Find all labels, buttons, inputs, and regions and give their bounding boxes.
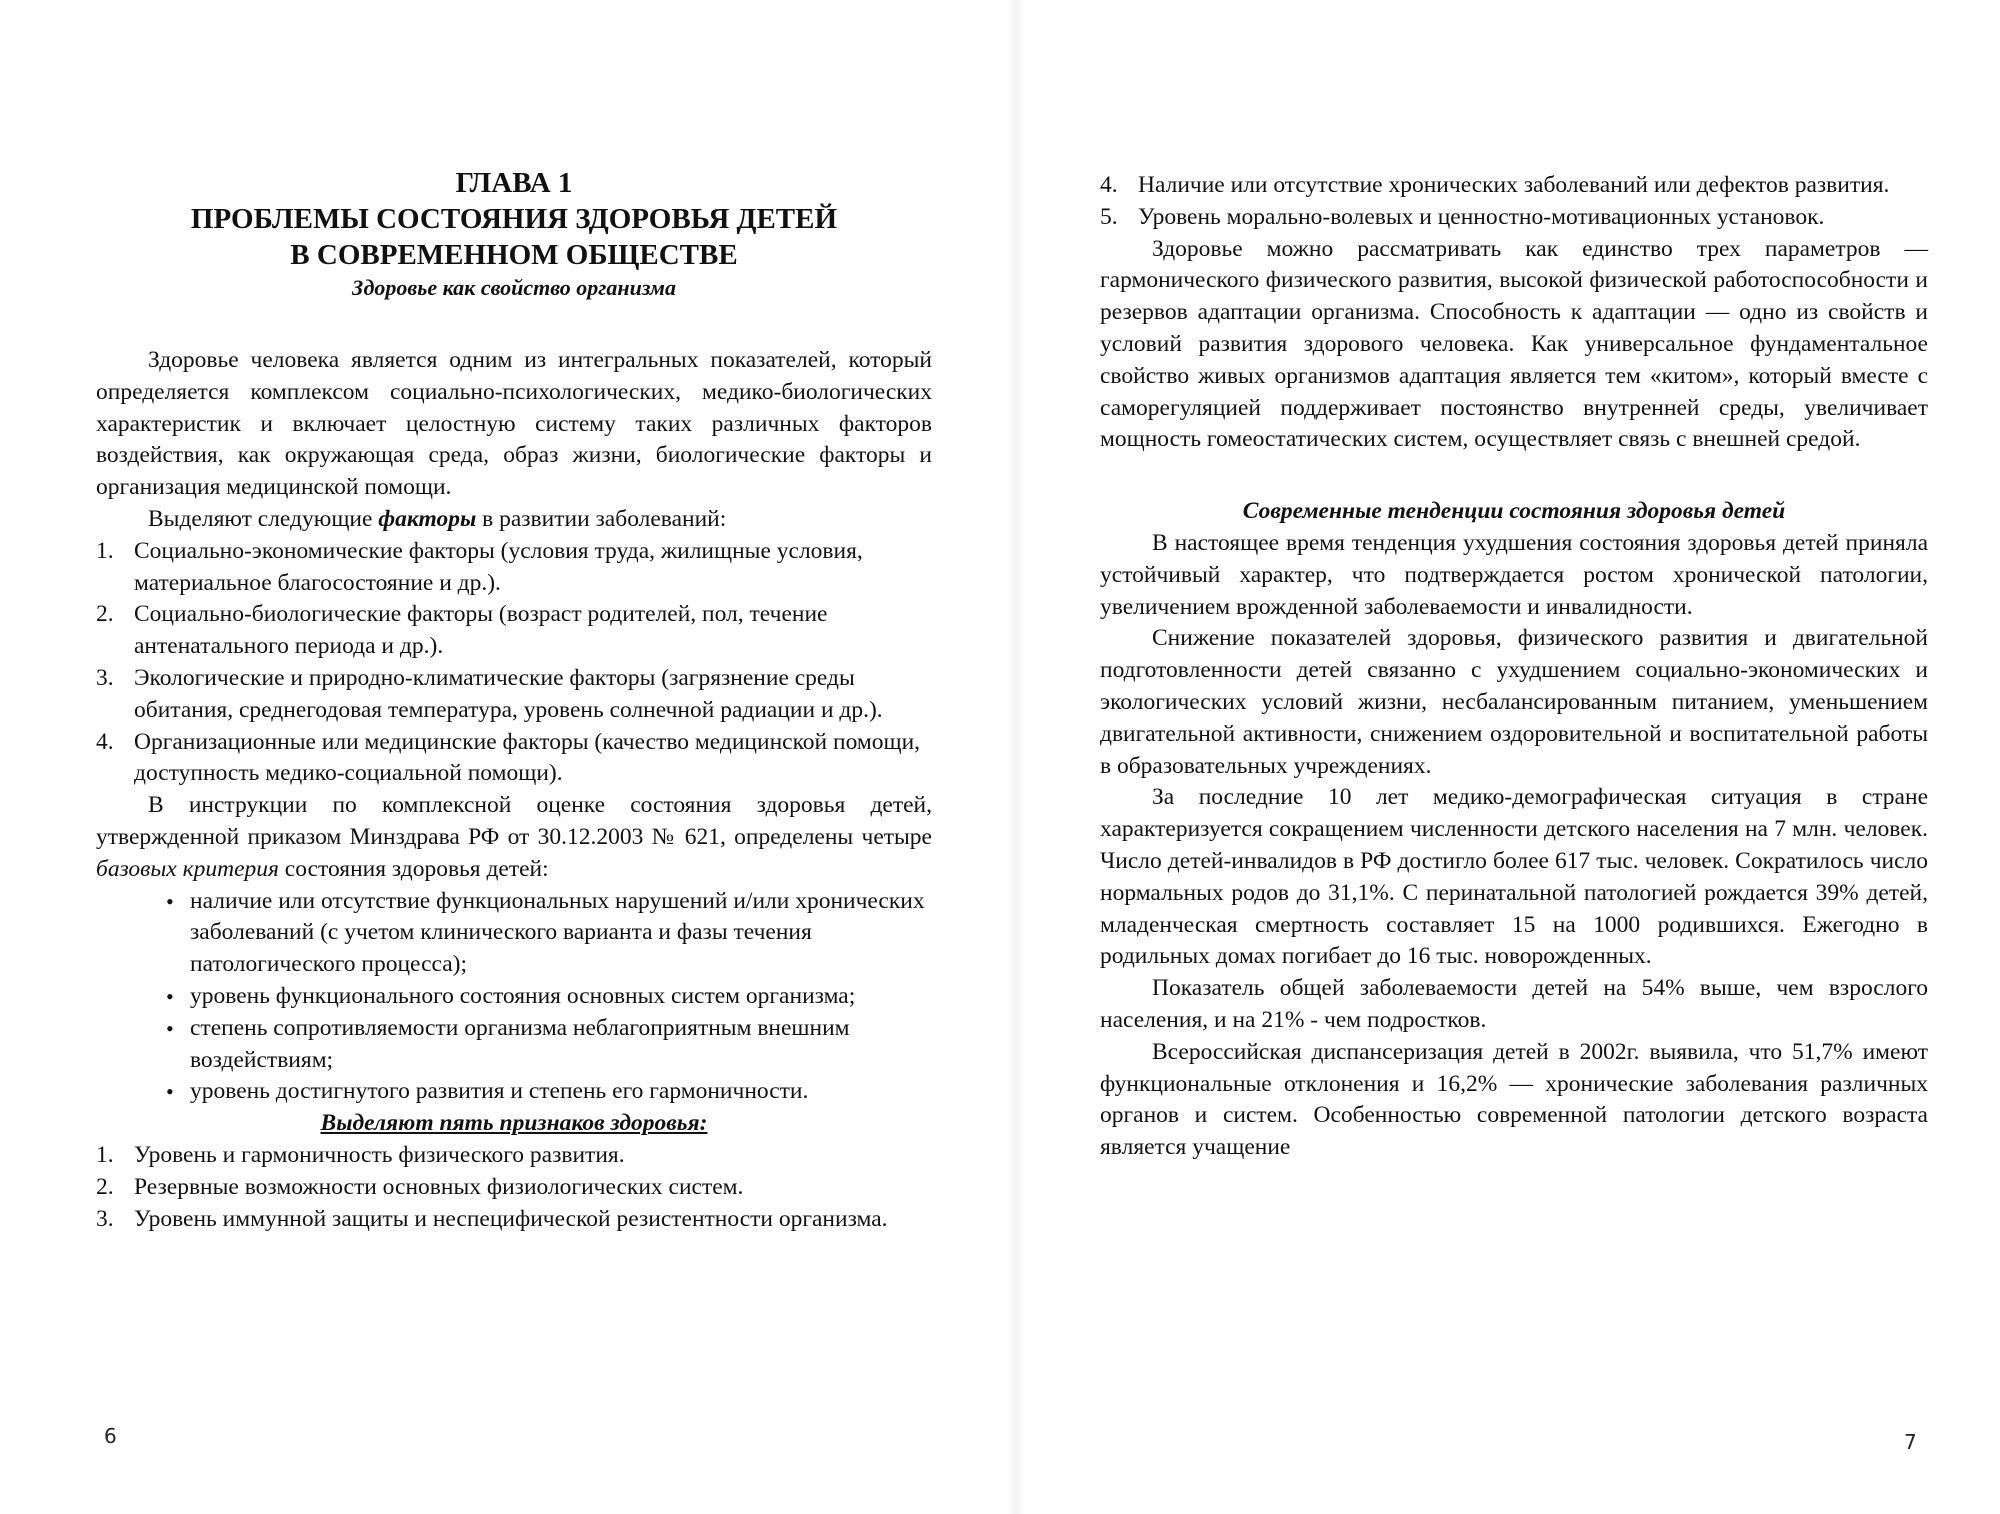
left-page-text: [96, 165, 932, 1235]
chapter-number: ГЛАВА 1: [455, 167, 573, 199]
chapter-title-line-2: В СОВРЕМЕННОМ ОБЩЕСТВЕ: [290, 239, 738, 271]
list-item: 1. Социально-экономические факторы (условия труда, жилищные условия, материальное благосостояние и др.).: [96, 537, 863, 596]
list-item: 1. Уровень и гармоничность физического развития.: [96, 1141, 625, 1168]
list-item: • степень сопротивляемости организма неблагоприятным внешним воздействиям;: [166, 1014, 850, 1073]
paragraph: Здоровье можно рассматривать как единство трех параметров — гармонического физического развития, высокой физической работоспособности и резервов адаптации организма. Способность к адаптации — одно из свойств и условий развития здорового человека. Как универсальное фундаментальное свойство живых организмов адаптация является тем «китом», который вместе с саморегуляцией поддерживает постоянство внутренней среды, увеличивает мощность гомеостатических систем, осуществляет связь с внешней средой.: [1100, 235, 1928, 453]
page-number: 6: [104, 1424, 117, 1448]
signs-title: Выделяют пять признаков здоровья:: [320, 1110, 708, 1137]
chapter-title-line-1: ПРОБЛЕМЫ СОСТОЯНИЯ ЗДОРОВЬЯ ДЕТЕЙ: [190, 203, 838, 235]
section-subtitle: Здоровье как свойство организма: [352, 275, 676, 300]
list-item: • наличие или отсутствие функциональных нарушений и/или хронических заболеваний (с учетом клинического варианта и фазы течения патологического процесса);: [166, 887, 925, 978]
section-title: Современные тенденции состояния здоровья детей: [1242, 498, 1786, 525]
signs-list-continued: [1100, 170, 1928, 234]
page-number: 7: [1904, 1430, 1917, 1454]
paragraph: Здоровье человека является одним из интегральных показателей, который определяется комплексом социально-психологических, медико-биологических характеристик и включает целостную систему таких различных факторов воздействия, как окружающая среда, образ жизни, биологические факторы и организация медицинской помощи.: [96, 347, 932, 501]
paragraph: Всероссийская диспансеризация детей в 2002г. выявила, что 51,7% имеют функциональные отклонения и 16,2% — хронические заболевания различных органов и систем. Особенностью современной патологии детского возраста является учащение: [1100, 1038, 1928, 1161]
list-item: 2. Социально-биологические факторы (возраст родителей, пол, течение антенатального периода и др.).: [96, 601, 828, 660]
bullet-icon: •: [166, 983, 174, 1009]
list-item: 2. Резервные возможности основных физиологических систем.: [96, 1173, 744, 1200]
emphasis: базовых критерия: [96, 855, 279, 882]
emphasis: факторы: [378, 505, 477, 532]
list-item: 4. Наличие или отсутствие хронических заболеваний или дефектов развития.: [1100, 172, 1890, 198]
paragraph: Выделяют следующие факторы в развитии заболеваний:: [148, 505, 727, 532]
paragraph: Показатель общей заболеваемости детей на 54% выше, чем взрослого населения, и на 21% - чем подростков.: [1100, 975, 1928, 1033]
right-page-text: [1100, 170, 1928, 1164]
spacer: [1100, 456, 1928, 496]
bullet-icon: •: [166, 1015, 174, 1041]
paragraph: Снижение показателей здоровья, физического развития и двигательной подготовленности детей связанно с ухудшением социально-экономических и экологических условий жизни, несбалансированным питанием, уменьшением двигательной активности, снижением оздоровительной и воспитательной работы в образовательных учреждениях.: [1100, 625, 1928, 779]
list-item: 5. Уровень морально-волевых и ценностно-мотивационных установок.: [1100, 203, 1825, 230]
criteria-list: [96, 886, 932, 1109]
list-item: 3. Уровень иммунной защиты и неспецифической резистентности организма.: [96, 1205, 888, 1232]
bullet-icon: •: [166, 888, 174, 914]
paragraph: За последние 10 лет медико-демографическая ситуация в стране характеризуется сокращением численности детского населения на 7 млн. человек. Число детей-инвалидов в РФ достигло более 617 тыс. человек. Сократилось число нормальных родов до 31,1%. С перинатальной патологией рождается 39% детей, младенческая смертность составляет 15 на 1000 родившихся. Ежегодно в родильных домах погибает до 16 тыс. новорожденных.: [1100, 784, 1928, 970]
list-item: 3. Экологические и природно-климатические факторы (загрязнение среды обитания, среднегодовая температура, уровень солнечной радиации и др.).: [96, 664, 883, 723]
list-item: • уровень функционального состояния основных систем организма;: [166, 981, 932, 1013]
factors-list: [96, 536, 932, 790]
list-item: 4. Организационные или медицинские факторы (качество медицинской помощи, доступность медико-социальной помощи).: [96, 728, 921, 787]
paragraph: В инструкции по комплексной оценке состояния здоровья детей, утвержденной приказом Минздрава РФ от 30.12.2003 № 621, определены четыре базовых критерия состояния здоровья детей:: [96, 792, 932, 882]
paragraph: В настоящее время тенденция ухудшения состояния здоровья детей приняла устойчивый характер, что подтверждается ростом хронической патологии, увеличением врожденной заболеваемости и инвалидности.: [1100, 529, 1928, 620]
signs-list: [96, 1140, 932, 1235]
list-item: • уровень достигнутого развития и степень его гармоничности.: [166, 1076, 932, 1108]
right-page: [1022, 0, 2000, 1514]
bullet-icon: •: [166, 1079, 174, 1105]
